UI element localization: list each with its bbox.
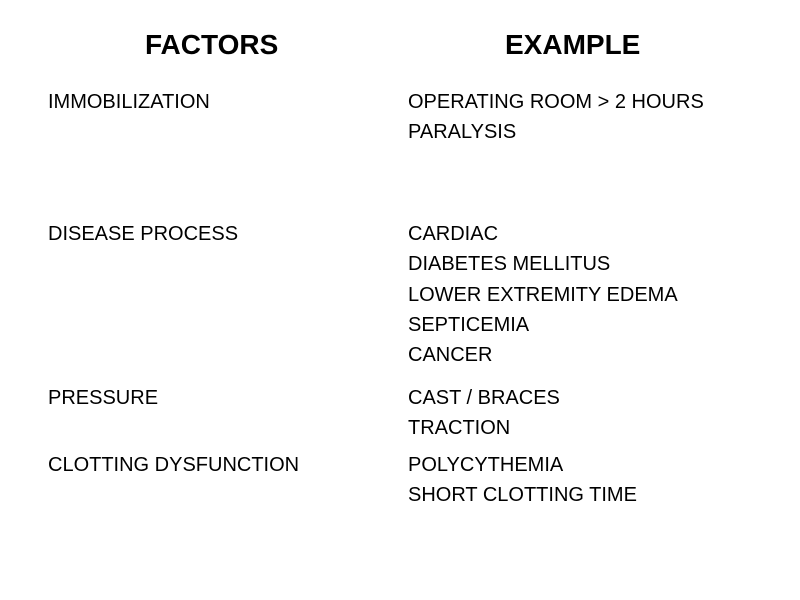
example-item: SHORT CLOTTING TIME bbox=[408, 484, 637, 507]
example-list bbox=[408, 219, 678, 370]
example-list bbox=[408, 87, 704, 148]
example-item: CARDIAC bbox=[408, 223, 499, 245]
example-item: CAST / BRACES bbox=[408, 387, 560, 409]
example-item: LOWER EXTREMITY EDEMA bbox=[408, 283, 678, 306]
example-item: DIABETES MELLITUS bbox=[408, 253, 611, 276]
example-item: PARALYSIS bbox=[408, 121, 517, 144]
factors-header: FACTORS bbox=[145, 29, 279, 60]
example-list bbox=[408, 383, 560, 444]
factor-label: PRESSURE bbox=[48, 387, 159, 409]
factor-label: CLOTTING DYSFUNCTION bbox=[48, 454, 300, 476]
example-header: EXAMPLE bbox=[505, 29, 641, 60]
example-item: POLYCYTHEMIA bbox=[408, 454, 564, 476]
factor-label: DISEASE PROCESS bbox=[48, 223, 239, 245]
factor-label: IMMOBILIZATION bbox=[48, 91, 210, 113]
example-item: OPERATING ROOM > 2 HOURS bbox=[408, 91, 704, 113]
example-list bbox=[408, 450, 637, 511]
example-item: TRACTION bbox=[408, 417, 511, 440]
example-item: SEPTICEMIA bbox=[408, 313, 530, 336]
example-item: CANCER bbox=[408, 344, 493, 367]
